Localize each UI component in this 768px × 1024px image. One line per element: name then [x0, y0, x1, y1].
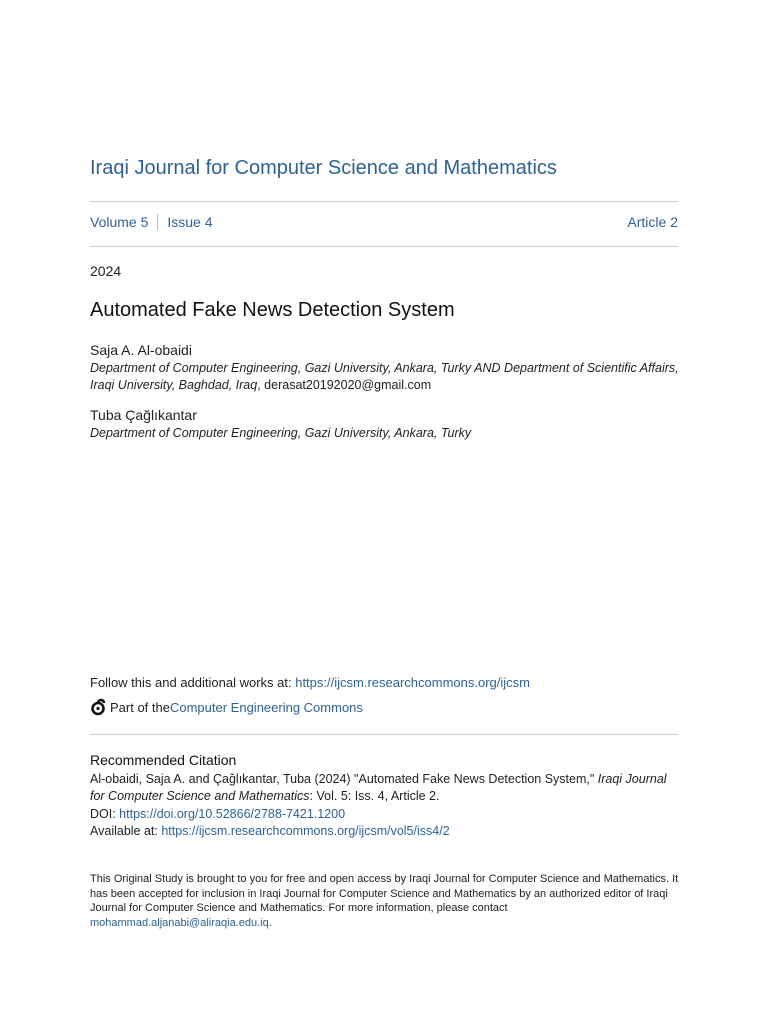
author-block-1	[90, 342, 682, 394]
volume-issue-separator	[157, 214, 158, 230]
commons-link[interactable]: Computer Engineering Commons	[169, 699, 363, 715]
author-block-2	[90, 407, 682, 442]
contact-email-link[interactable]: mohammad.aljanabi@aliraqia.edu.iq	[90, 916, 269, 929]
follow-line: Follow this and additional works at: https://ijcsm.researchcommons.org/ijcsm	[90, 675, 530, 690]
recommended-citation-heading: Recommended Citation	[90, 752, 237, 768]
author-affiliation: Department of Computer Engineering, Gazi University, Ankara, Turky	[90, 426, 472, 440]
author-email: derasat20192020@gmail.com	[264, 378, 432, 392]
issue-row	[90, 214, 678, 230]
article-link[interactable]: Article 2	[627, 214, 678, 230]
author-name: Saja A. Al-obaidi	[90, 342, 192, 358]
volume-link[interactable]: Volume 5	[90, 214, 149, 230]
part-of-line: Part of the Computer Engineering Commons	[90, 698, 363, 716]
available-at-link[interactable]: https://ijcsm.researchcommons.org/ijcsm/vol5/iss4/2	[161, 823, 450, 838]
collection-url-link[interactable]: https://ijcsm.researchcommons.org/ijcsm	[295, 675, 530, 690]
issue-link[interactable]: Issue 4	[167, 214, 213, 230]
divider-citation	[90, 734, 678, 735]
open-access-icon	[90, 698, 108, 716]
journal-title-link[interactable]: Iraqi Journal for Computer Science and Mathematics	[90, 157, 557, 179]
author-name: Tuba Çağlıkantar	[90, 407, 197, 423]
doi-link[interactable]: https://doi.org/10.52866/2788-7421.1200	[119, 806, 346, 821]
citation-block: Al-obaidi, Saja A. and Çağlıkantar, Tuba (2024) "Automated Fake News Detection System," Iraqi Journal for Computer Science and Mathematics: Vol. 5: Iss. 4, Article 2. DOI: https://doi.org/10.52866/2788-7421.1200 Available at: https://ijcsm.researchcommons.org/ijcsm/vol5/iss4/2	[90, 772, 667, 838]
access-statement: This Original Study is brought to you for free and open access by Iraqi Journal for Computer Science and Mathematics. It has been accepted for inclusion in Iraqi Journal for Computer Science and Mathematics by an authorized editor of Iraqi Journal for Computer Science and Mathematics. For more information, please contact mohammad.aljanabi@aliraqia.edu.iq.	[90, 873, 679, 929]
publication-year: 2024	[90, 263, 122, 279]
article-title: Automated Fake News Detection System	[90, 299, 455, 321]
author-affiliation: Department of Computer Engineering, Gazi University, Ankara, Turky AND Department of Scientific Affairs, Iraqi University, Baghdad, Iraq, derasat20192020@gmail.com	[90, 361, 679, 392]
divider-issue	[90, 246, 678, 247]
divider-top	[90, 201, 678, 202]
